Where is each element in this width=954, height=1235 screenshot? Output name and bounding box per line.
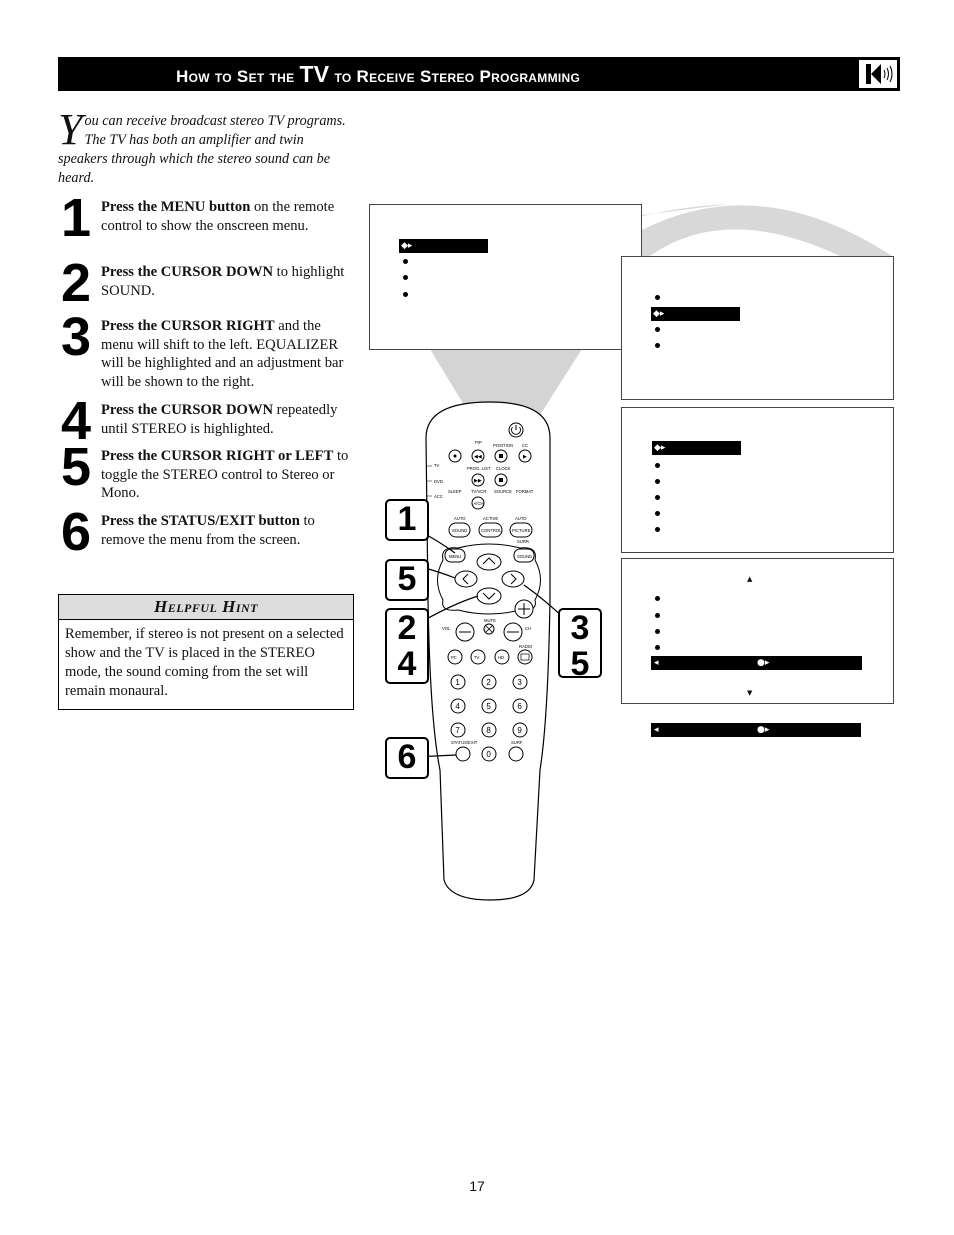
step-text: Press the CURSOR DOWN to highlight SOUND.: [101, 264, 345, 299]
left-arrow-icon: ◂: [654, 725, 659, 735]
digit-label: 4: [455, 702, 460, 711]
cursor-arrows-icon: ◆▸: [654, 443, 666, 453]
cursor-arrows-icon: ●▸: [757, 725, 770, 735]
label-dvd: DVD: [434, 479, 443, 484]
label-cc: CC: [522, 443, 529, 448]
label-tv: TV: [434, 463, 440, 468]
step-text: Press the MENU button on the remote control to show the onscreen menu.: [101, 199, 335, 234]
digit-label: 9: [517, 726, 522, 735]
digit-label: 6: [517, 702, 522, 711]
step-number: 6: [60, 502, 92, 562]
label-clock: CLOCK: [496, 466, 511, 471]
digit-label: 8: [486, 726, 491, 735]
drop-cap: Y: [58, 105, 83, 154]
label-vol: VOL: [442, 626, 451, 631]
svg-text:▶▶: ▶▶: [474, 478, 482, 484]
cursor-arrows-icon: ◆▸: [653, 309, 665, 319]
label-ch: CH: [525, 626, 532, 631]
intro-text: ou can receive broadcast stereo TV programs. The TV has both an amplifier and twin speakers through which the stereo sound can be heard.: [58, 113, 346, 186]
cursor-arrows-icon: ●▸: [757, 658, 770, 668]
callout-step-2-4: 2 4: [385, 608, 429, 684]
label-sound: SOUND: [517, 554, 533, 559]
step-number: 3: [60, 307, 92, 367]
digit-label: 0: [486, 750, 491, 759]
label-source: SOURCE: [494, 489, 512, 494]
cursor-up-button[interactable]: [477, 554, 501, 570]
label-control-btn: CONTROL: [481, 528, 502, 533]
label-tvvcr: TV/VCR: [471, 489, 487, 494]
label-pip: PIP: [475, 440, 482, 445]
step-number: 2: [60, 253, 92, 313]
scroll-up-icon: ▲: [747, 575, 753, 583]
scroll-down-icon: ▼: [747, 689, 753, 697]
svg-text:◀◀: ◀◀: [474, 454, 482, 460]
page-number: 17: [469, 1178, 485, 1194]
label-prog-list: PROG. LIST: [467, 466, 491, 471]
label-picture-btn: PICTURE: [512, 528, 531, 533]
cursor-left-button[interactable]: [455, 571, 477, 587]
digit-label: 5: [486, 702, 491, 711]
label-status-exit: STATUS/EXIT: [451, 740, 478, 745]
label-tv-btn: TV: [474, 655, 480, 660]
label-surf: SURF: [511, 740, 523, 745]
label-surr: SURR.: [517, 539, 531, 544]
label-pc: PC: [451, 655, 457, 660]
step-number: 1: [60, 188, 92, 248]
step-text: Press the STATUS/EXIT button to remove the menu from the screen.: [101, 513, 315, 548]
label-sound-btn: SOUND: [452, 528, 468, 533]
label-format: FORMAT: [516, 489, 534, 494]
left-arrow-icon: ◂: [654, 658, 659, 668]
step-text: Press the CURSOR DOWN repeatedly until STEREO is highlighted.: [101, 402, 338, 437]
status-exit-button[interactable]: [456, 747, 470, 761]
step-text: Press the CURSOR RIGHT or LEFT to toggle the STEREO control to Stereo or Mono.: [101, 448, 349, 502]
page-title: How to Set the TV to Receive Stereo Programming: [176, 61, 581, 87]
svg-text:▶: ▶: [523, 454, 527, 460]
label-ach: A/CH: [473, 501, 484, 506]
step-number: 4: [60, 391, 92, 451]
radio-button[interactable]: [518, 650, 532, 664]
label-active: ACTIVE: [483, 516, 499, 521]
callout-step-6: 6: [385, 737, 429, 779]
callout-step-5: 5: [385, 559, 429, 601]
digit-label: 2: [486, 678, 491, 687]
cursor-arrows-icon: ◆▸: [401, 241, 413, 251]
label-mute: MUTE: [484, 618, 496, 623]
digit-label: 7: [455, 726, 460, 735]
hint-title: Helpful Hint: [59, 595, 353, 620]
digit-label: 3: [517, 678, 522, 687]
label-radio: RADIO: [519, 644, 533, 649]
label-position: POSITION: [493, 443, 514, 448]
step-number: 5: [60, 437, 92, 497]
label-menu: MENU: [449, 554, 462, 559]
cursor-down-button[interactable]: [477, 588, 501, 604]
digit-label: 1: [455, 678, 460, 687]
label-hd: HD: [498, 655, 505, 660]
label-sleep: SLEEP: [448, 489, 462, 494]
surf-button[interactable]: [509, 747, 523, 761]
callout-step-1: 1: [385, 499, 429, 541]
cursor-right-button[interactable]: [502, 571, 524, 587]
hint-body: Remember, if stereo is not present on a selected show and the TV is placed in the STEREO mode, the sound coming from the set will remain monaural.: [65, 626, 344, 699]
callout-step-3-5: 3 5: [558, 608, 602, 678]
label-acc: ACC: [434, 494, 443, 499]
label-auto-1: AUTO: [454, 516, 466, 521]
label-auto-2: AUTO: [515, 516, 527, 521]
step-text: Press the CURSOR RIGHT and the menu will shift to the left. EQUALIZER will be highlighted and an adjustment bar will be shown to the right.: [101, 318, 344, 390]
